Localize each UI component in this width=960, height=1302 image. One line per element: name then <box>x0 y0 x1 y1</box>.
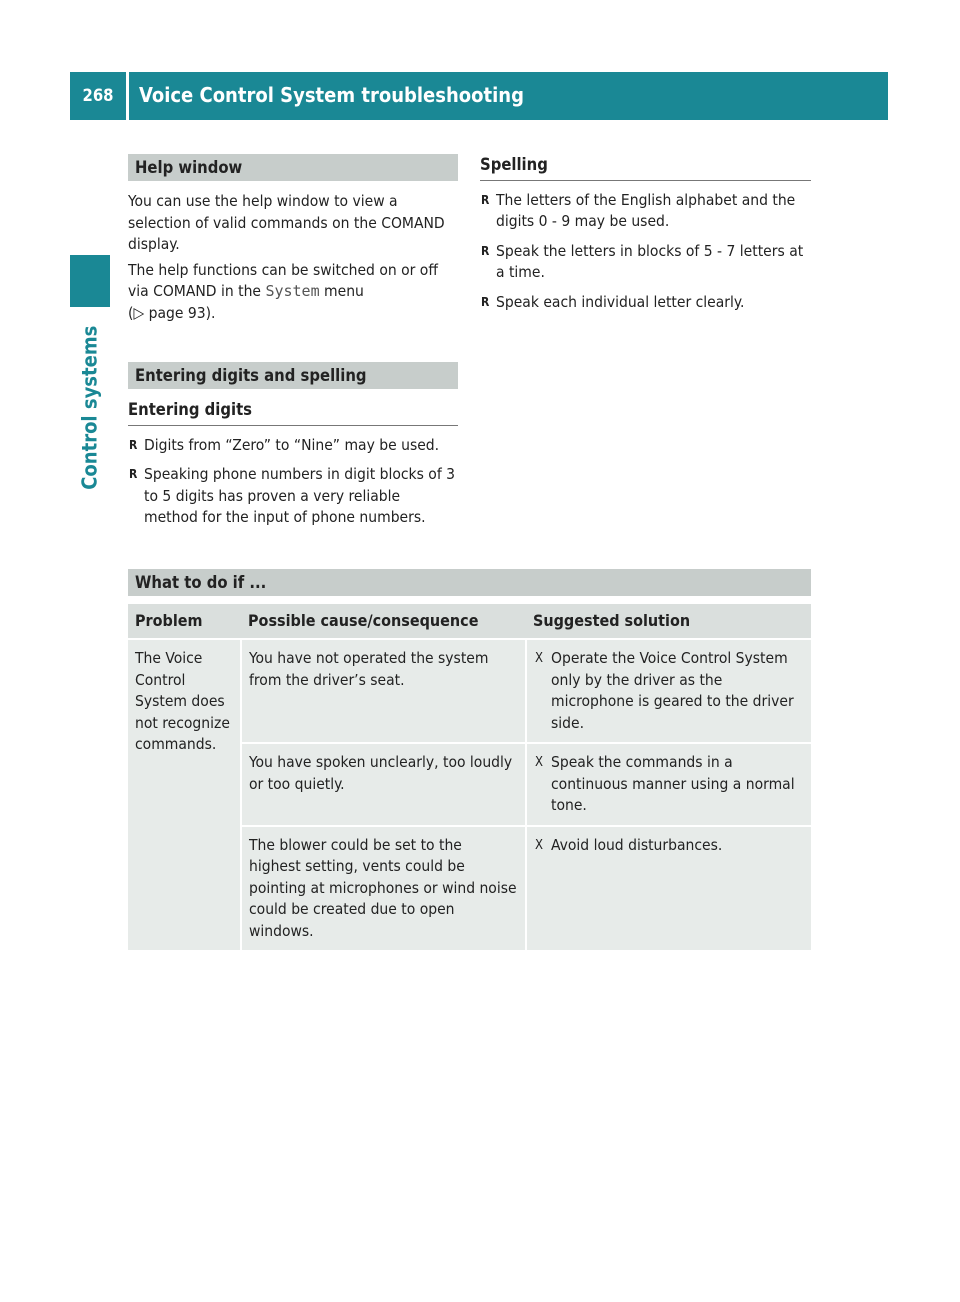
spelling-list <box>480 190 811 314</box>
solution-cell: X Operate the Voice Control System only by the driver as the microphone is geared to the driver side. <box>526 639 811 743</box>
list-item: R Speak each individual letter clearly. <box>480 292 811 314</box>
arrow-icon: X <box>535 755 544 770</box>
side-tab-marker <box>70 255 110 307</box>
list-item: R Speaking phone numbers in digit blocks of 3 to 5 digits has proven a very reliable method for the input of phone numbers. <box>129 465 456 526</box>
left-column <box>128 154 458 529</box>
spelling-heading: Spelling <box>480 154 811 181</box>
system-menu-name: System <box>265 282 320 300</box>
bullet-icon: R <box>481 243 490 258</box>
page-reference[interactable]: (▷ page 93). <box>128 303 216 322</box>
entering-digits-heading: Entering digits and spelling <box>128 362 458 389</box>
bullet-icon: R <box>481 294 490 309</box>
what-to-do-section <box>128 569 811 950</box>
cause-cell: The blower could be set to the highest setting, vents could be pointing at microphones or wind noise could be created due to open windows. <box>241 826 526 951</box>
troubleshooting-table <box>128 604 811 950</box>
solution-cell: X Speak the commands in a continuous manner using a normal tone. <box>526 743 811 826</box>
column-header-problem: Problem <box>128 604 241 639</box>
help-window-para1: You can use the help window to view a selection of valid commands on the COMAND display. <box>128 192 445 253</box>
bullet-icon: R <box>129 437 138 452</box>
list-item: R Speak the letters in blocks of 5 - 7 letters at a time. <box>481 241 804 281</box>
cause-cell: You have spoken unclearly, too loudly or too quietly. <box>241 743 526 826</box>
entering-digits-subheading: Entering digits <box>128 399 458 426</box>
column-header-cause: Possible cause/consequence <box>241 604 526 639</box>
page-number: 268 <box>70 72 126 120</box>
solution-cell: X Avoid loud disturbances. <box>526 826 811 951</box>
cause-cell: You have not operated the system from the driver’s seat. <box>241 639 526 743</box>
entering-digits-list <box>128 435 458 529</box>
arrow-icon: X <box>535 837 544 853</box>
page-title: Voice Control System troubleshooting <box>129 72 888 120</box>
arrow-icon: X <box>535 651 544 666</box>
help-window-para2: The help functions can be switched on or off via COMAND in the System menu (▷ page 93). <box>128 260 438 322</box>
what-to-do-heading: What to do if ... <box>128 569 811 596</box>
help-window-heading: Help window <box>128 154 458 181</box>
table-row <box>128 639 811 743</box>
list-item: R Digits from “Zero” to “Nine” may be used. <box>128 435 458 457</box>
bullet-icon: R <box>481 192 490 207</box>
column-header-solution: Suggested solution <box>526 604 811 639</box>
right-column <box>480 154 811 313</box>
bullet-icon: R <box>129 467 138 481</box>
list-item: R The letters of the English alphabet and the digits 0 - 9 may be used. <box>481 190 796 230</box>
problem-cell: The Voice Control System does not recognize commands. <box>128 639 241 950</box>
side-section-label: Control systems <box>77 325 102 490</box>
